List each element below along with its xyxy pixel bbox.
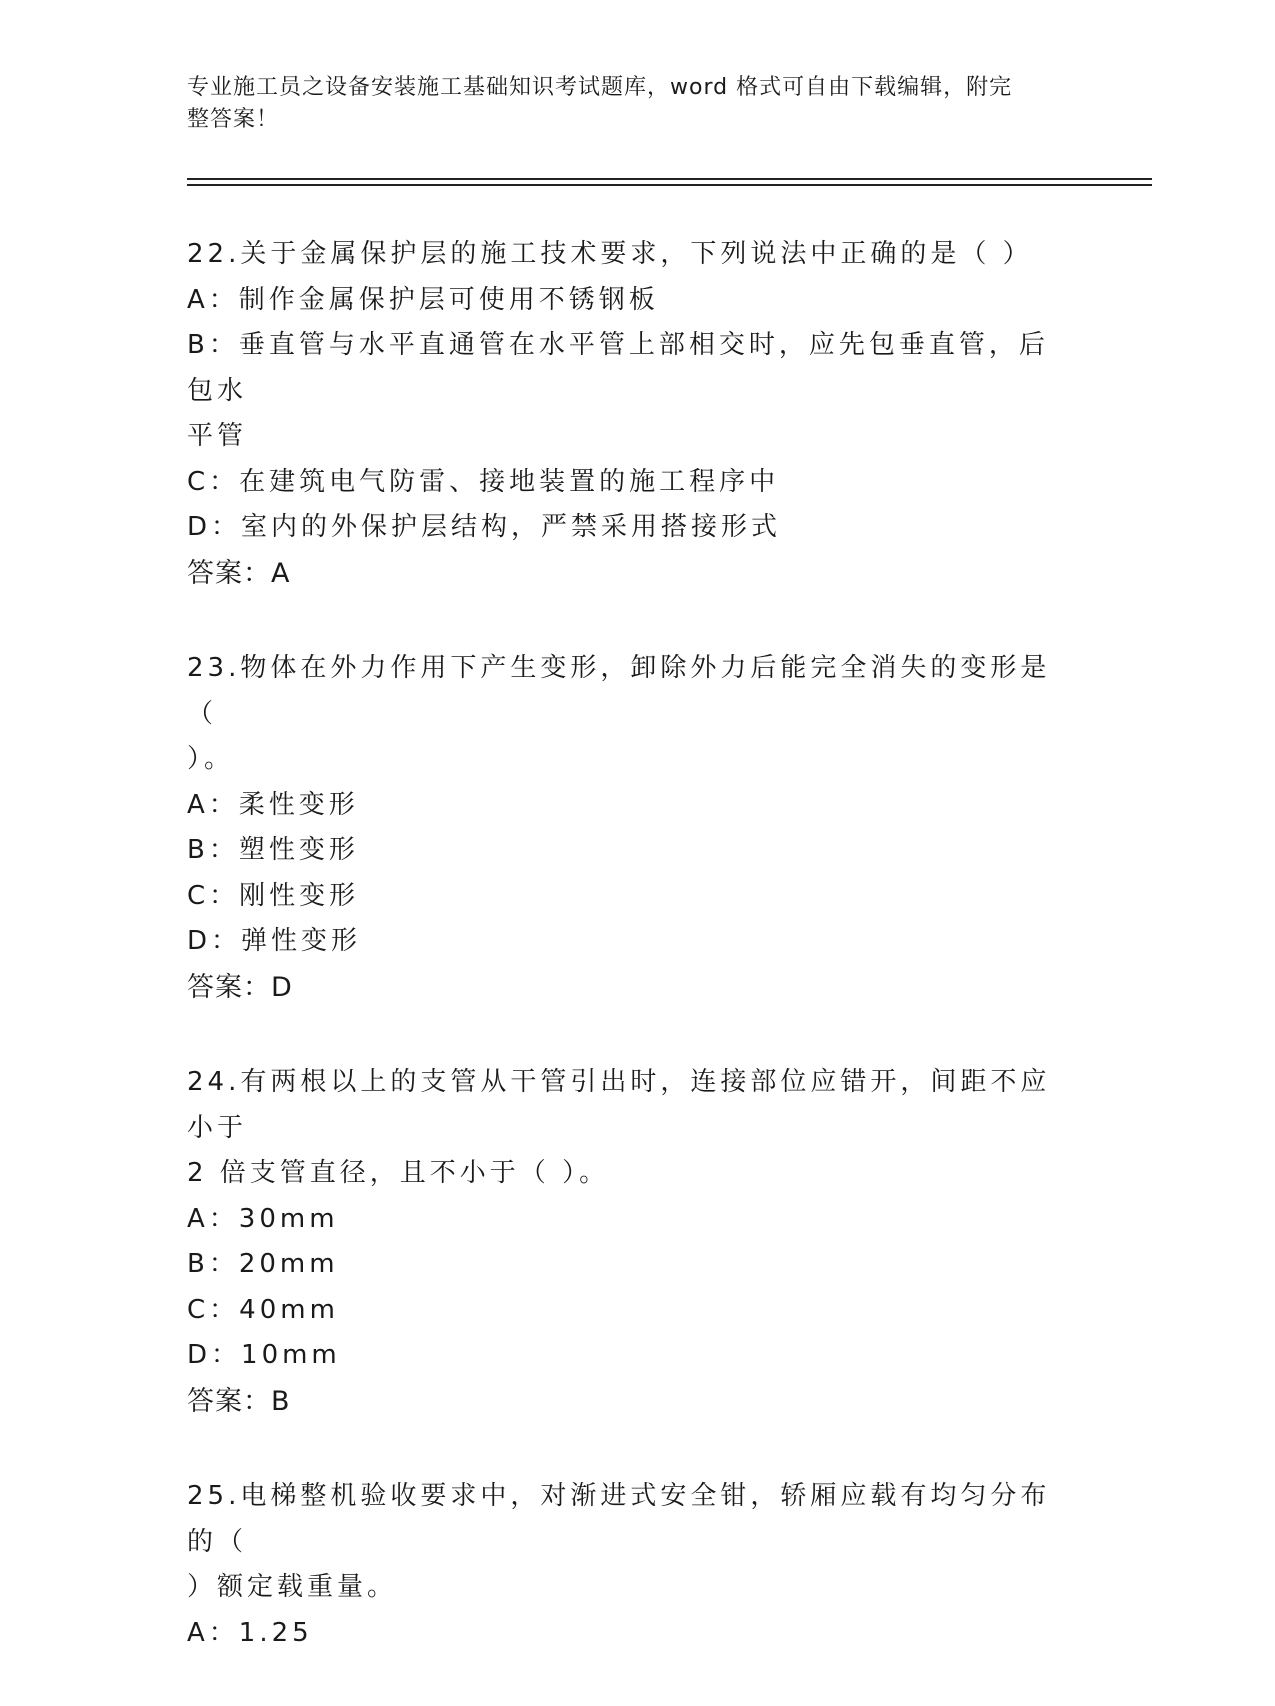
question-stem: 23.物体在外力作用下产生变形，卸除外力后能完全消失的变形是（: [187, 653, 1051, 729]
question-list: [187, 232, 1077, 1706]
question-24: [187, 1060, 1077, 1424]
question-23: [187, 646, 1077, 1010]
option-c: C：在建筑电气防雷、接地装置的施工程序中: [187, 466, 780, 497]
question-25: [187, 1474, 1077, 1656]
question-stem: 25.电梯整机验收要求中，对渐进式安全钳，轿厢应载有均匀分布的（: [187, 1481, 1051, 1557]
question-stem-continued: ）额定载重量。: [187, 1572, 398, 1602]
document-header: [187, 72, 1067, 136]
header-rule-bottom: [187, 184, 1152, 186]
header-rule-top: [187, 178, 1152, 180]
option-a: A：柔性变形: [187, 789, 359, 820]
answer: 答案：D: [187, 971, 293, 1003]
option-c: C：刚性变形: [187, 880, 360, 911]
option-a: A：制作金属保护层可使用不锈钢板: [187, 284, 659, 315]
option-b: B：塑性变形: [187, 835, 359, 865]
header-line-1: 专业施工员之设备安装施工基础知识考试题库，word 格式可自由下载编辑，附完: [187, 75, 1013, 100]
question-stem: 24.有两根以上的支管从干管引出时，连接部位应错开，间距不应小于: [187, 1067, 1051, 1143]
option-c: C：40mm: [187, 1294, 339, 1325]
question-stem-continued: 2 倍支管直径，且不小于（ ）。: [187, 1158, 610, 1188]
option-a: A：30mm: [187, 1203, 339, 1234]
answer: 答案：A: [187, 557, 291, 589]
option-b: B：20mm: [187, 1249, 339, 1279]
option-a: A：1.25: [187, 1617, 313, 1648]
option-d: D：室内的外保护层结构，严禁采用搭接形式: [187, 512, 782, 542]
question-stem: 22.关于金属保护层的施工技术要求，下列说法中正确的是（ ）: [187, 239, 1033, 269]
header-line-2: 整答案！: [187, 107, 280, 132]
option-d: D：10mm: [187, 1340, 341, 1370]
question-stem-continued: ）。: [187, 744, 235, 774]
question-22: [187, 232, 1077, 596]
option-b: B：垂直管与水平直通管在水平管上部相交时，应先包垂直管，后包水: [187, 330, 1049, 406]
option-b-continued: 平管: [187, 421, 248, 451]
option-d: D：弹性变形: [187, 926, 362, 956]
answer: 答案：B: [187, 1385, 291, 1417]
